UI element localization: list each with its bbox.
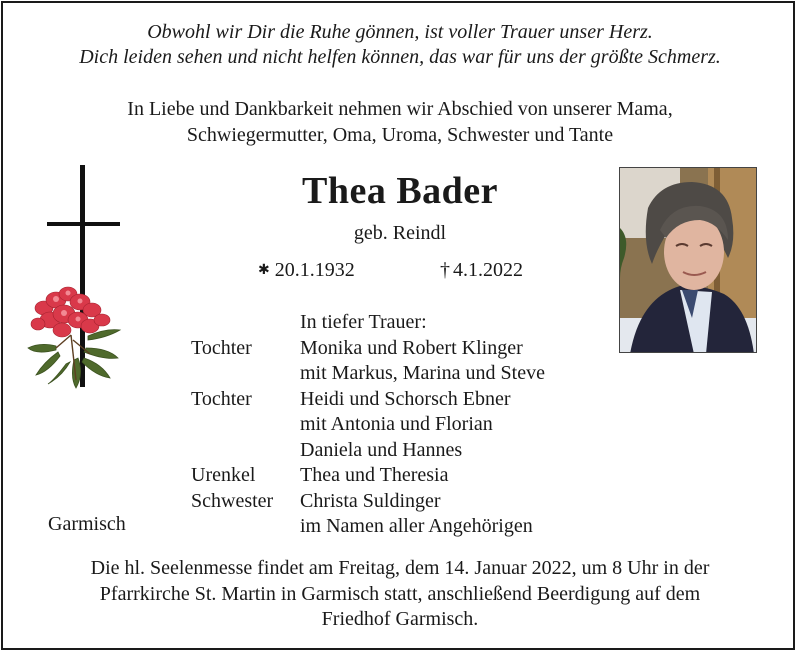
place-name: Garmisch <box>48 513 126 535</box>
alpine-rose-icon <box>26 280 124 390</box>
maiden-name: geb. Reindl <box>353 222 447 244</box>
mourner-line: mit Antonia und Florian <box>300 413 493 435</box>
intro-line-2: Schwiegermutter, Oma, Uroma, Schwester und Tante <box>186 124 614 146</box>
intro <box>0 96 800 148</box>
death-date-line <box>440 258 523 282</box>
mourner-role: Urenkel <box>191 464 256 486</box>
mass-line-3: Friedhof Garmisch. <box>321 608 479 630</box>
dagger-icon: † <box>440 259 450 281</box>
mourner-line: Daniela und Hannes <box>300 438 463 461</box>
mourner-line: im Namen aller Angehörigen <box>300 515 533 537</box>
mourner-names <box>300 310 545 540</box>
intro-line-1: In Liebe und Dankbarkeit nehmen wir Abschied von unserer Mama, <box>127 98 673 120</box>
motto-line-1: Obwohl wir Dir die Ruhe gönnen, ist voller Trauer unser Herz. <box>147 21 653 43</box>
portrait-photo <box>619 167 757 353</box>
birth-date-line <box>258 258 355 285</box>
birth-date: 20.1.1932 <box>274 259 355 281</box>
motto-line-2: Dich leiden sehen und nicht helfen können, das war für uns der größte Schmerz. <box>79 46 721 68</box>
mourner-role: Tochter <box>191 336 252 359</box>
death-date: 4.1.2022 <box>453 259 523 281</box>
mourner-line: Thea und Theresia <box>300 464 449 486</box>
mourner-role: Schwester <box>191 489 274 512</box>
mourner-line: Christa Suldinger <box>300 489 441 512</box>
deceased-name: Thea Bader <box>301 170 499 212</box>
mourner-role: Tochter <box>191 387 252 410</box>
mourner-line: Monika und Robert Klinger <box>300 336 523 359</box>
mass-line-1: Die hl. Seelenmesse findet am Freitag, dem 14. Januar 2022, um 8 Uhr in der <box>90 557 710 579</box>
mourner-line: Heidi und Schorsch Ebner <box>300 387 511 410</box>
mourner-heading: In tiefer Trauer: <box>300 311 427 333</box>
motto <box>0 20 800 70</box>
mass-announcement <box>0 556 800 633</box>
mass-line-2: Pfarrkirche St. Martin in Garmisch statt, anschließend Beerdigung auf dem <box>99 582 701 605</box>
mourner-line: mit Markus, Marina und Steve <box>300 362 545 384</box>
star-icon: ✱ <box>258 263 270 278</box>
